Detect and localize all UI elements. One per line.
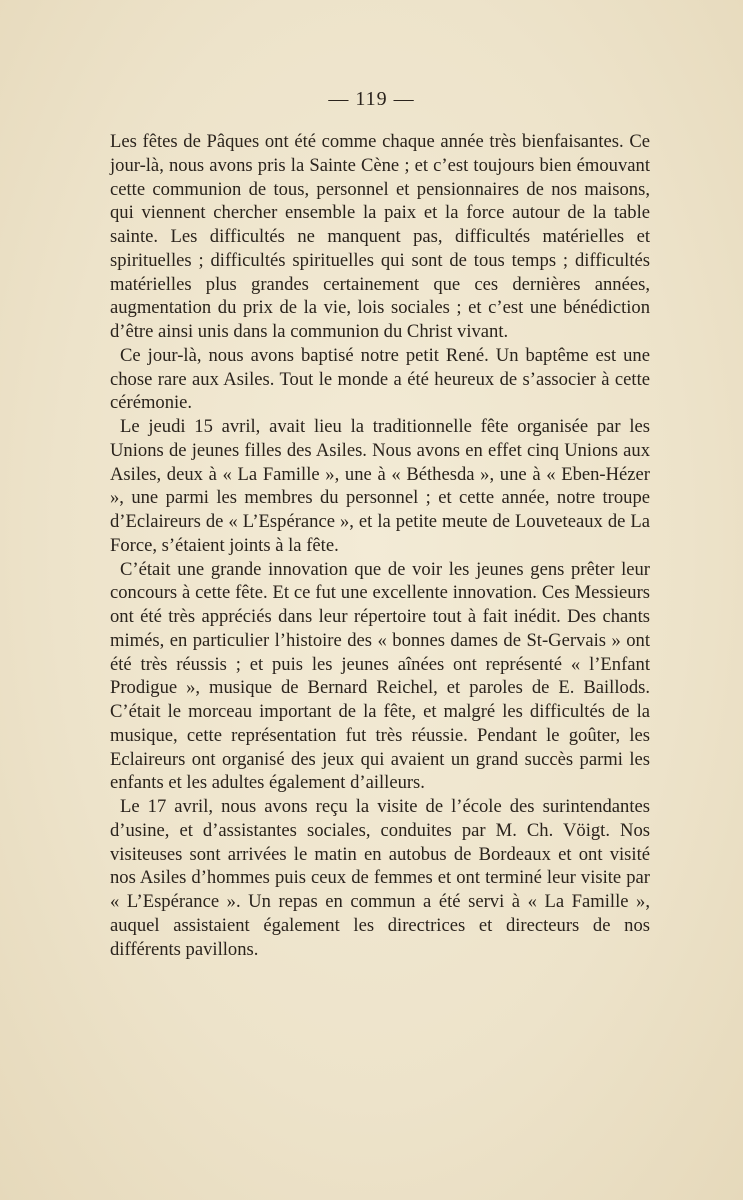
paragraph-innovation: C’était une grande innovation que de voir les jeunes gens prêter leur concours à cette fête. Et ce fut une excellente innovation. Ces Messieurs ont été très appréciés dans leur répertoire tout à fait inédit. Des chants mimés, en particulier l’histoire des « bonnes dames de St-Gervais » ont été très réussis ; et puis les jeunes aînées ont représenté « l’Enfant Prodigue », musique de Bernard Reichel, et paroles de E. Baillods. C’était le morceau important de la fête, et malgré les difficultés de la musique, cette représentation fut très réussie. Pendant le goûter, les Eclaireurs ont organisé des jeux qui avaient un grand succès parmi les enfants et les adultes également d’ailleurs. <box>110 558 650 794</box>
paragraph-baptism: Ce jour-là, nous avons baptisé notre petit René. Un baptême est une chose rare aux Asiles. Tout le monde a été heureux de s’associer à cette cérémonie. <box>110 344 650 414</box>
paragraph-easter: Les fêtes de Pâques ont été comme chaque année très bienfaisantes. Ce jour-là, nous avons pris la Sainte Cène ; et c’est toujours bien émouvant cette communion de tous, personnel et pensionnaires de nos maisons, qui viennent chercher ensemble la paix et la force autour de la table sainte. Les difficultés ne manquent pas, difficultés matérielles et spirituelles ; difficultés spirituelles qui sont de tous temps ; difficultés matérielles plus grandes certainement que ces dernières années, augmentation du prix de la vie, lois sociales ; et c’est une bénédiction d’être ainsi unis dans la communion du Christ vivant. <box>110 131 650 342</box>
paragraph-visit: Le 17 avril, nous avons reçu la visite de l’école des surintendantes d’usine, et d’assistantes sociales, conduites par M. Ch. Vöigt. Nos visiteuses sont arrivées le matin en autobus de Bordeaux et ont visité nos Asiles d’hommes puis ceux de femmes et ont terminé leur visite par « L’Espérance ». Un repas en commun a été servi à « La Famille », auquel assistaient également les directrices et directeurs de nos différents pavillons. <box>110 796 650 960</box>
body-text <box>110 130 650 961</box>
page-number: — 119 — <box>328 88 415 110</box>
paragraph-unions-fete: Le jeudi 15 avril, avait lieu la traditionnelle fête organisée par les Unions de jeunes filles des Asiles. Nous avons en effet cinq Unions aux Asiles, deux à « La Famille », une à « Béthesda », une à « Eben-Hézer », une parmi les membres du personnel ; et cette année, notre troupe d’Eclaireurs de « L’Espérance », et la petite meute de Louveteaux de La Force, s’étaient joints à la fête. <box>110 416 650 556</box>
